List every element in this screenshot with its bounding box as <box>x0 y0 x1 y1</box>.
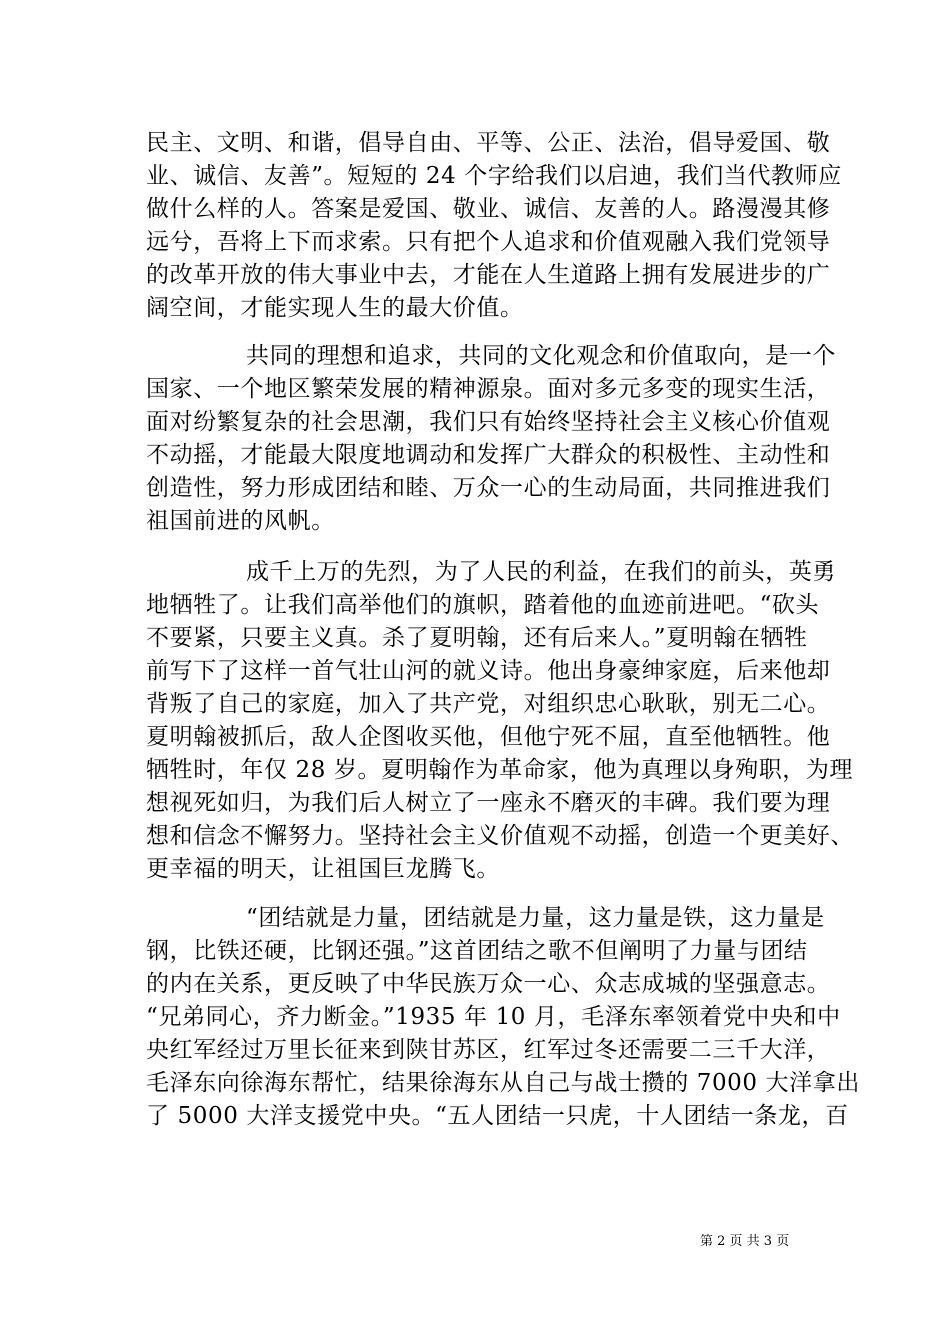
paragraph-2-line-1: 共同的理想和追求，共同的文化观念和价值取向，是一个 <box>246 343 836 369</box>
paragraph-3-line-9: 想和信念不懈努力。坚持社会主义价值观不动摇，创造一个更美好、 <box>146 823 854 849</box>
paragraph-3-line-6: 夏明翰被抓后，敌人企图收买他，但他宁死不屈，直至他牺牲。他 <box>146 724 831 750</box>
paragraph-2-line-5: 创造性，努力形成团结和睦、万众一心的生动局面，共同推进我们 <box>146 475 831 501</box>
paragraph-4-line-2: 钢，比铁还硬，比钢还强。”这首团结之歌不但阐明了力量与团结 <box>146 938 808 964</box>
paragraph-4-line-1: “团结就是力量，团结就是力量，这力量是铁，这力量是 <box>246 905 825 931</box>
paragraph-4-line-4: “兄弟同心，齐力断金。”1935 年 10 月，毛泽东率领着党中央和中 <box>146 1004 841 1030</box>
paragraph-4-line-5: 央红军经过万里长征来到陕甘苏区，红军过冬还需要二三千大洋， <box>146 1037 831 1063</box>
paragraph-3-line-10: 更幸福的明天，让祖国巨龙腾飞。 <box>146 856 500 882</box>
paragraph-1-line-2: 业、诚信、友善”。短短的 24 个字给我们以启迪，我们当代教师应 <box>146 163 842 189</box>
paragraph-3-line-2: 地牺牲了。让我们高举他们的旗帜，踏着他的血迹前进吧。“砍头 <box>146 592 820 618</box>
paragraph-3-line-7: 牺牲时，年仅 28 岁。夏明翰作为革命家，他为真理以身殉职，为理 <box>146 757 854 783</box>
paragraph-3-line-5: 背叛了自己的家庭，加入了共产党，对组织忠心耿耿，别无二心。 <box>146 691 831 717</box>
paragraph-1-line-4: 远兮，吾将上下而求索。只有把个人追求和价值观融入我们党领导 <box>146 229 831 255</box>
paragraph-2-line-4: 不动摇，才能最大限度地调动和发挥广大群众的积极性、主动性和 <box>146 442 831 468</box>
paragraph-3-line-3: 不要紧，只要主义真。杀了夏明翰，还有后来人。”夏明翰在牺牲 <box>146 625 808 651</box>
paragraph-1-line-5: 的改革开放的伟大事业中去，才能在人生道路上拥有发展进步的广 <box>146 262 831 288</box>
page-number-footer: 第 2 页 共 3 页 <box>700 1234 790 1249</box>
paragraph-4-line-6: 毛泽东向徐海东帮忙，结果徐海东从自己与战士攒的 7000 大洋拿出 <box>146 1070 860 1096</box>
paragraph-1-line-6: 阔空间，才能实现人生的最大价值。 <box>146 295 524 321</box>
paragraph-2-line-6: 祖国前进的风帆。 <box>146 508 335 534</box>
paragraph-4-line-3: 的内在关系，更反映了中华民族万众一心、众志成城的坚强意志。 <box>146 971 831 997</box>
paragraph-3-line-4: 前写下了这样一首气壮山河的就义诗。他出身豪绅家庭，后来他却 <box>146 658 831 684</box>
paragraph-4-line-7: 了 5000 大洋支援党中央。“五人团结一只虎，十人团结一条龙，百 <box>146 1103 849 1129</box>
paragraph-3-line-1: 成千上万的先烈，为了人民的利益，在我们的前头，英勇 <box>246 559 836 585</box>
paragraph-1-line-3: 做什么样的人。答案是爱国、敬业、诚信、友善的人。路漫漫其修 <box>146 196 831 222</box>
paragraph-3-line-8: 想视死如归，为我们后人树立了一座永不磨灭的丰碑。我们要为理 <box>146 790 831 816</box>
paragraph-2-line-3: 面对纷繁复杂的社会思潮，我们只有始终坚持社会主义核心价值观 <box>146 409 831 435</box>
paragraph-1-line-1: 民主、文明、和谐，倡导自由、平等、公正、法治，倡导爱国、敬 <box>146 130 831 156</box>
paragraph-2-line-2: 国家、一个地区繁荣发展的精神源泉。面对多元多变的现实生活， <box>146 376 831 402</box>
